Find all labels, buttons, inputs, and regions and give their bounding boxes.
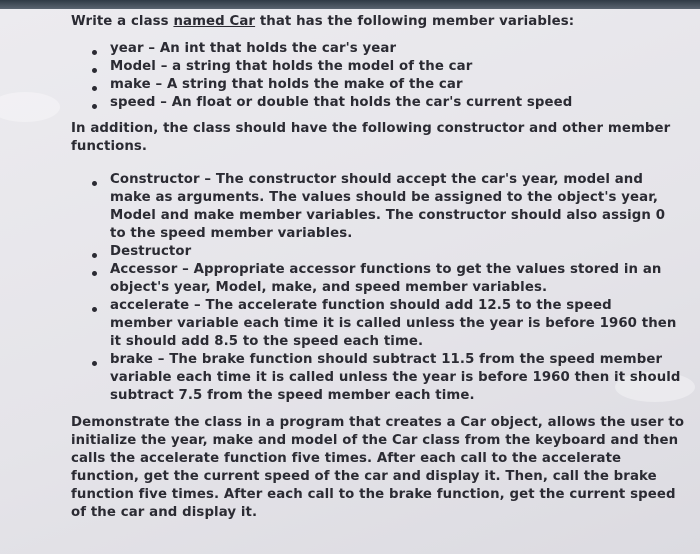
demo-line: of the car and display it. — [71, 505, 258, 520]
constructor-line: Constructor – The constructor should accept the car's year, model and — [110, 172, 643, 187]
destructor-line: Destructor — [110, 244, 192, 259]
accelerate-line: accelerate – The accelerate function should add 12.5 to the speed — [110, 298, 612, 313]
accessor-line: Accessor – Appropriate accessor functions to get the values stored in an — [110, 262, 662, 277]
accelerate-line: it should add 8.5 to the speed each time. — [110, 334, 424, 349]
heading-prefix: Write a class — [71, 14, 174, 29]
constructor-line: Model and make member variables. The constructor should also assign 0 — [110, 208, 666, 223]
member-variable-speed: speed – An float or double that holds the car's current speed — [110, 95, 573, 110]
brake-line: subtract 7.5 from the speed member each time. — [110, 388, 475, 403]
bullet-dot — [92, 271, 97, 276]
member-variable-year: year – An int that holds the car's year — [110, 41, 397, 56]
intro-line: functions. — [71, 139, 148, 154]
demo-line: function five times. After each call to the brake function, get the current speed — [71, 487, 676, 502]
class-name-underlined: named Car — [173, 14, 256, 29]
constructor-line: to the speed member variables. — [110, 226, 353, 241]
demo-line: function, get the current speed of the car and display it. Then, call the brake — [71, 469, 657, 484]
heading-suffix: that has the following member variables: — [255, 14, 575, 29]
member-variable-model: Model – a string that holds the model of the car — [110, 59, 473, 74]
accelerate-line: member variable each time it is called unless the year is before 1960 then — [110, 316, 677, 331]
bullet-dot — [92, 253, 97, 258]
bullet-dot — [92, 181, 97, 186]
bullet-dot — [92, 361, 97, 366]
bullet-dot — [92, 86, 97, 91]
demo-line: initialize the year, make and model of the Car class from the keyboard and then — [71, 433, 679, 448]
bullet-dot — [92, 68, 97, 73]
demo-line: calls the accelerate function five times. After each call to the accelerate — [71, 451, 622, 466]
top-edge-strip — [0, 0, 700, 9]
member-variable-make: make – A string that holds the make of the car — [110, 77, 463, 92]
bullet-dot — [92, 307, 97, 312]
demo-line: Demonstrate the class in a program that creates a Car object, allows the user to — [71, 415, 685, 430]
assignment-heading — [71, 13, 574, 31]
brake-line: variable each time it is called unless the year is before 1960 then it should — [110, 370, 681, 385]
accessor-line: object's year, Model, make, and speed member variables. — [110, 280, 548, 295]
bullet-dot — [92, 104, 97, 109]
constructor-line: make as arguments. The values should be assigned to the object's year, — [110, 190, 659, 205]
intro-line: In addition, the class should have the following constructor and other member — [71, 121, 671, 136]
bullet-dot — [92, 50, 97, 55]
brake-line: brake – The brake function should subtract 11.5 from the speed member — [110, 352, 663, 367]
